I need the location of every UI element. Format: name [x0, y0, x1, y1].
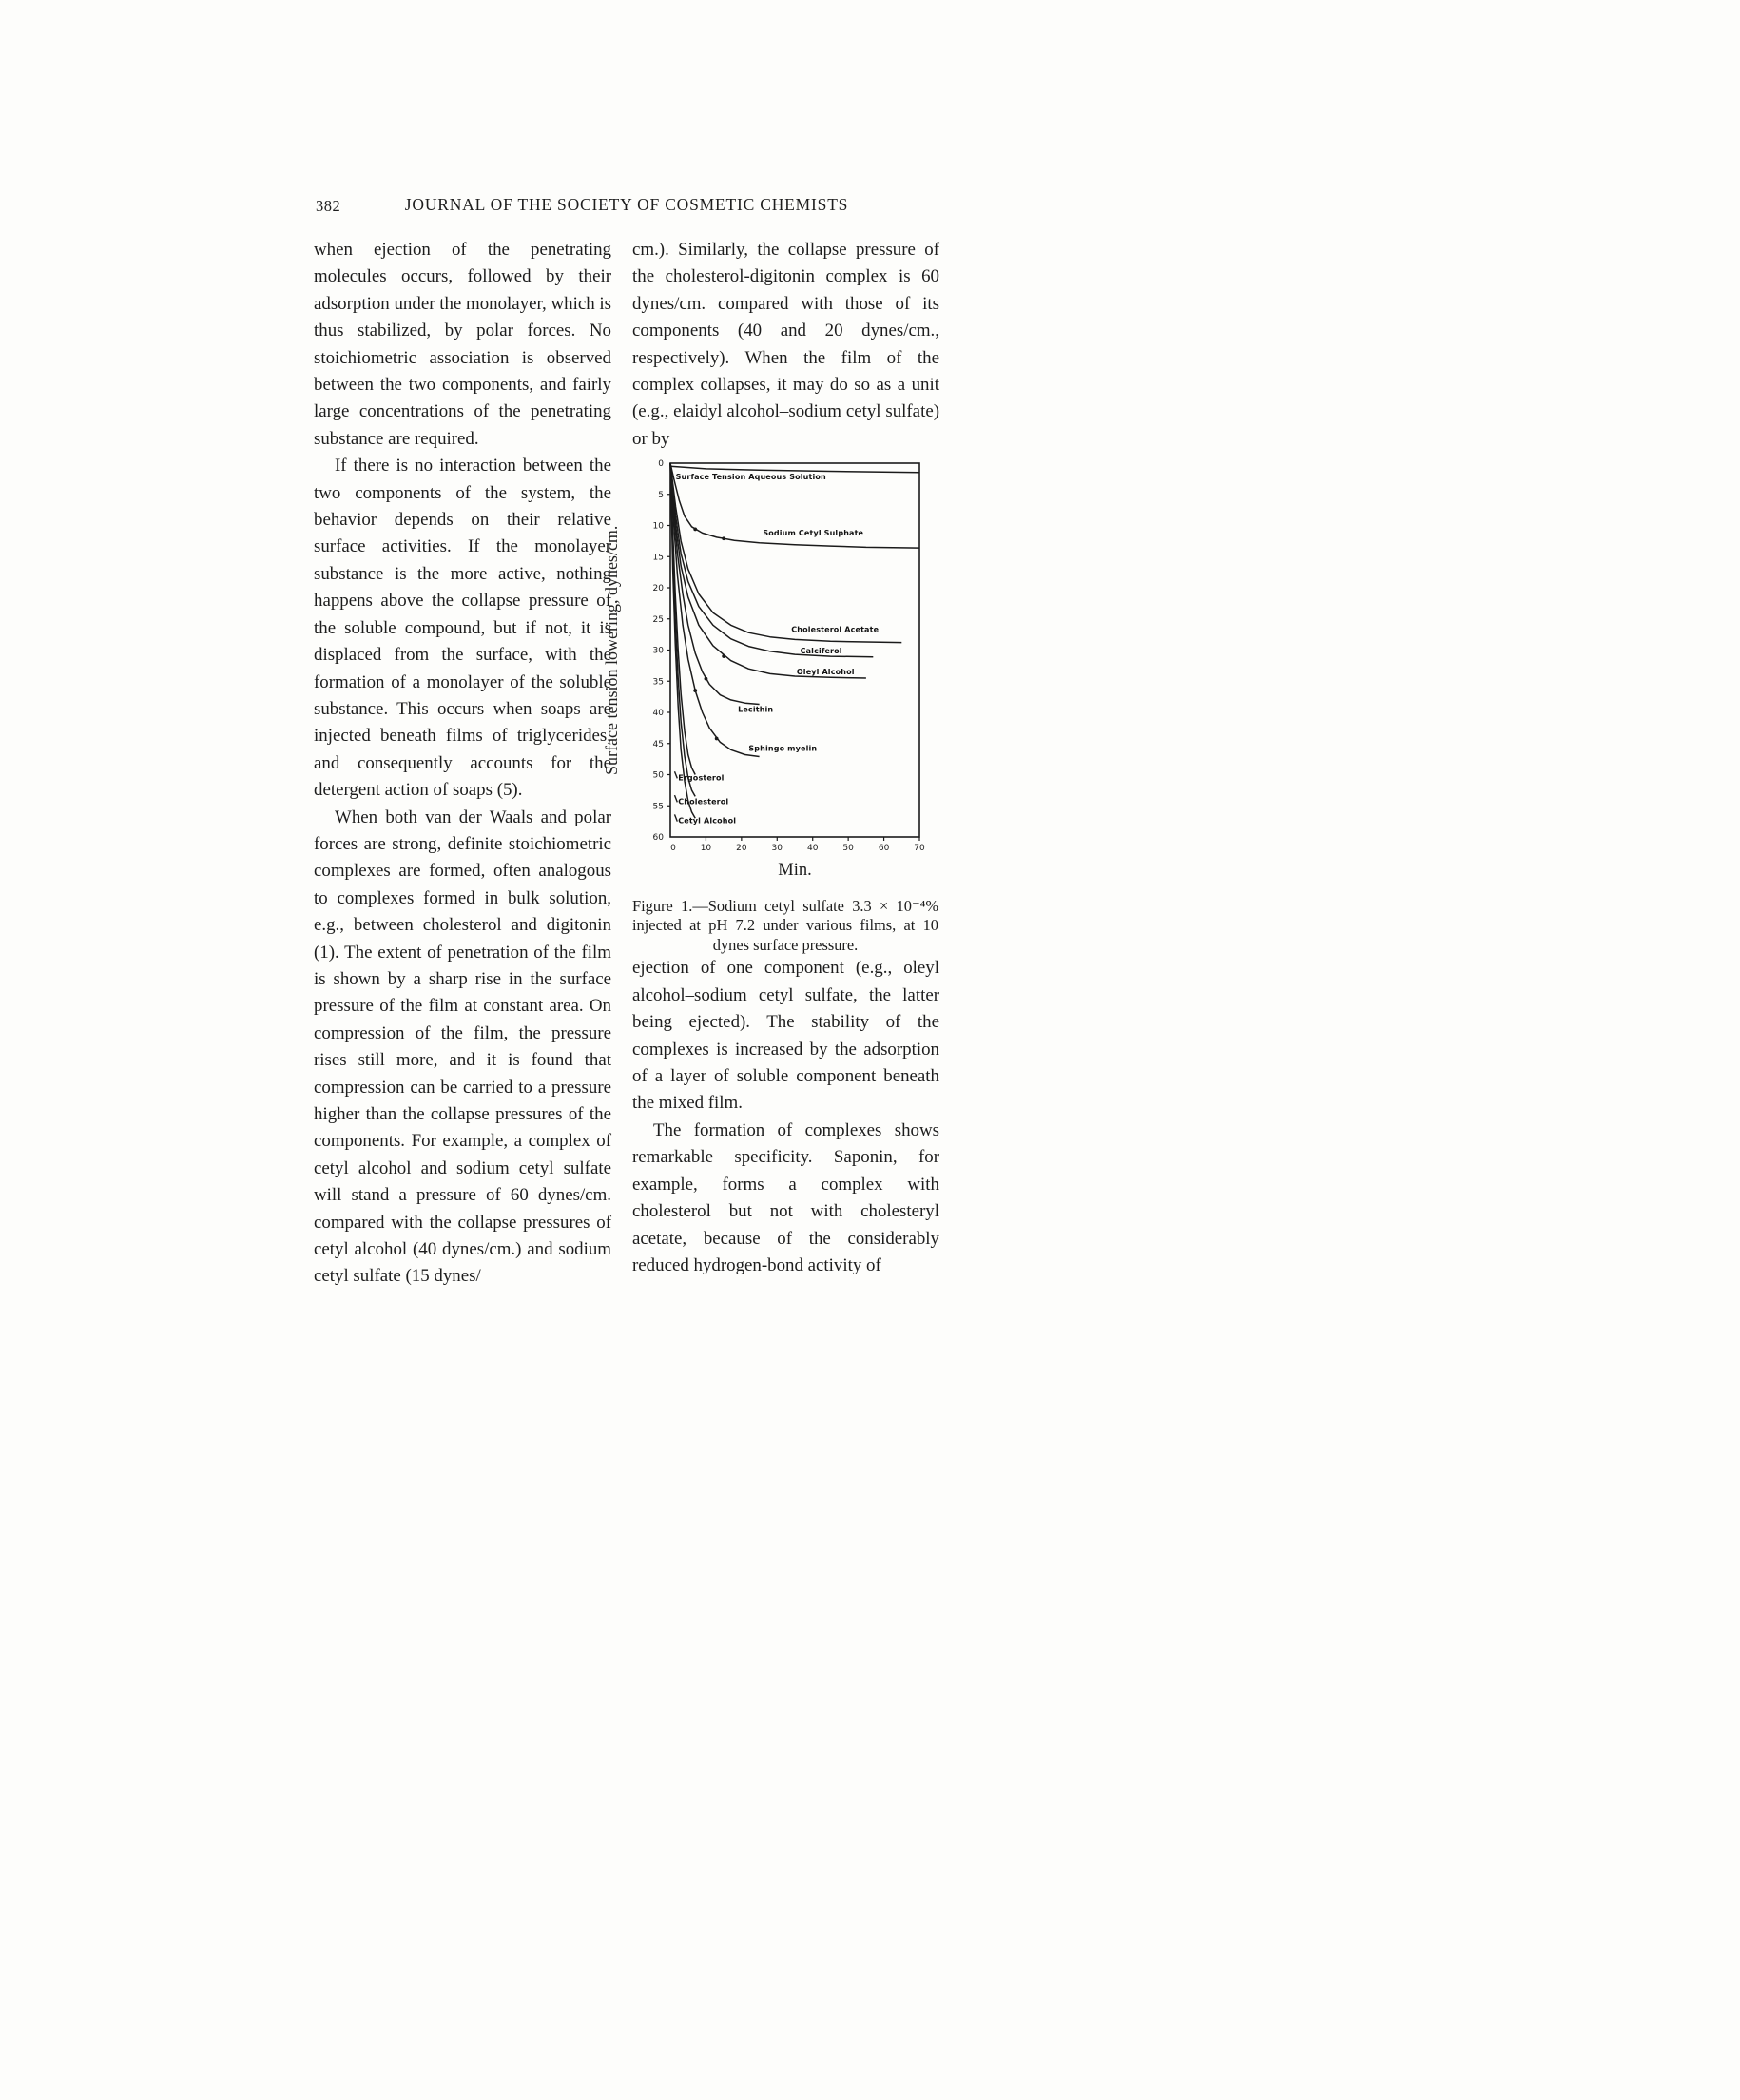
series-label: Ergosterol	[678, 773, 725, 783]
paragraph: When both van der Waals and polar forces are strong, definite stoichiometric complexes are formed, often analogous to complexes formed in bulk solution, e.g., between cholesterol and digitonin (1). The extent of penetration of the film is shown by a sharp rise in the surface pressure of the film at constant area. On compression of the film, the pressure rises still more, and it is found that compression can be carried to a pressure higher than the collapse pressures of the components. For example, a complex of cetyl alcohol and sodium cetyl sulfate will stand a pressure of 60 dynes/cm. compared with the collapse pressures of cetyl alcohol (40 dynes/cm.) and sodium cetyl sulfate (15 dynes/	[314, 807, 611, 1287]
x-tick-label: 10	[700, 844, 712, 854]
y-tick-label: 60	[652, 833, 664, 844]
y-tick-label: 20	[652, 584, 664, 594]
series-label: Cholesterol Acetate	[791, 625, 880, 634]
right-column	[602, 237, 939, 1279]
page-number: 382	[316, 197, 341, 215]
series-label: Sodium Cetyl Sulphate	[763, 529, 864, 538]
paragraph: cm.). Similarly, the collapse pressure of the cholesterol-digitonin complex is 60 dynes/cm. compared with those of its components (40 and 20 dynes/cm., respectively). When the film of the complex collapses, it may do so as a unit (e.g., elaidyl alcohol–sodium cetyl sulfate) or by	[632, 240, 939, 449]
x-tick-label: 30	[771, 844, 783, 854]
series-marker	[722, 537, 725, 541]
y-tick-label: 55	[652, 802, 664, 812]
x-tick-label: 40	[806, 844, 819, 854]
series-label: Sphingo myelin	[748, 744, 818, 753]
y-tick-label: 5	[658, 491, 664, 500]
paragraph: If there is no interaction between the two components of the system, the behavior depends on their relative surface activities. If the monolayer substance is the more active, nothing happens above the collapse pressure of the soluble compound, but if not, it is displaced from the surface, with the formation of a monolayer of the soluble substance. This occurs when soaps are injected beneath films of triglycerides, and consequently accounts for the detergent action of soaps (5).	[314, 456, 611, 801]
y-tick-label: 50	[652, 770, 664, 781]
y-tick-label: 25	[652, 615, 664, 625]
label-leader	[674, 795, 677, 802]
series-label: Oleyl Alcohol	[796, 668, 855, 677]
x-tick-label: 70	[914, 844, 925, 854]
y-tick-label: 45	[652, 740, 664, 749]
x-tick-label: 0	[670, 844, 676, 854]
y-tick-label: 40	[652, 709, 664, 719]
label-leader	[674, 815, 677, 822]
series-marker	[693, 528, 697, 532]
y-tick-label: 35	[652, 677, 664, 688]
two-column-text	[314, 237, 939, 1291]
x-tick-label: 50	[842, 844, 854, 854]
series-marker	[705, 677, 708, 681]
page-content	[314, 193, 939, 1291]
series-marker	[715, 737, 719, 741]
label-leader	[674, 771, 677, 778]
series-label: Cetyl Alcohol	[678, 816, 737, 826]
series-line	[670, 467, 919, 474]
journal-title: JOURNAL OF THE SOCIETY OF COSMETIC CHEMISTS	[404, 195, 849, 214]
y-axis-label: Surface tension lowering, dynes/cm.	[602, 525, 621, 775]
y-tick-label: 0	[658, 459, 664, 470]
x-tick-label: 60	[878, 844, 890, 854]
x-tick-label: 20	[736, 844, 747, 854]
paragraph: The formation of complexes shows remarkable specificity. Saponin, for example, forms a complex with cholesterol but not with cholesteryl acetate, because of the considerably reduced hydrogen-bond activity of	[632, 1119, 939, 1275]
line-chart	[632, 460, 938, 855]
y-tick-label: 10	[652, 521, 664, 532]
paragraph: when ejection of the penetrating molecules occurs, followed by their adsorption under the monolayer, which is thus stabilized, by polar forces. No stoichiometric association is observed between the two components, and fairly large concentrations of the penetrating substance are required.	[314, 240, 611, 449]
y-tick-label: 15	[652, 553, 664, 563]
series-marker	[722, 654, 725, 658]
page-header	[314, 193, 939, 222]
left-column	[314, 237, 611, 1291]
series-marker	[693, 689, 697, 692]
x-axis-label: Min.	[778, 861, 812, 881]
paragraph: ejection of one component (e.g., oleyl alcohol–sodium cetyl sulfate, the latter being ejected). The stability of the complexes is increased by the adsorption of a layer of soluble component beneath the mixed film.	[632, 958, 939, 1114]
series-label: Lecithin	[738, 705, 774, 714]
series-label: Calciferol	[800, 647, 842, 656]
figure-caption: Figure 1.—Sodium cetyl sulfate 3.3 × 10⁻⁴% injected at pH 7.2 under various films, at 10 dynes surface pressure.	[632, 896, 938, 954]
figure-1	[602, 459, 938, 955]
series-label: Cholesterol	[678, 797, 729, 807]
y-tick-label: 30	[652, 646, 664, 656]
series-label: Surface Tension Aqueous Solution	[675, 473, 826, 482]
